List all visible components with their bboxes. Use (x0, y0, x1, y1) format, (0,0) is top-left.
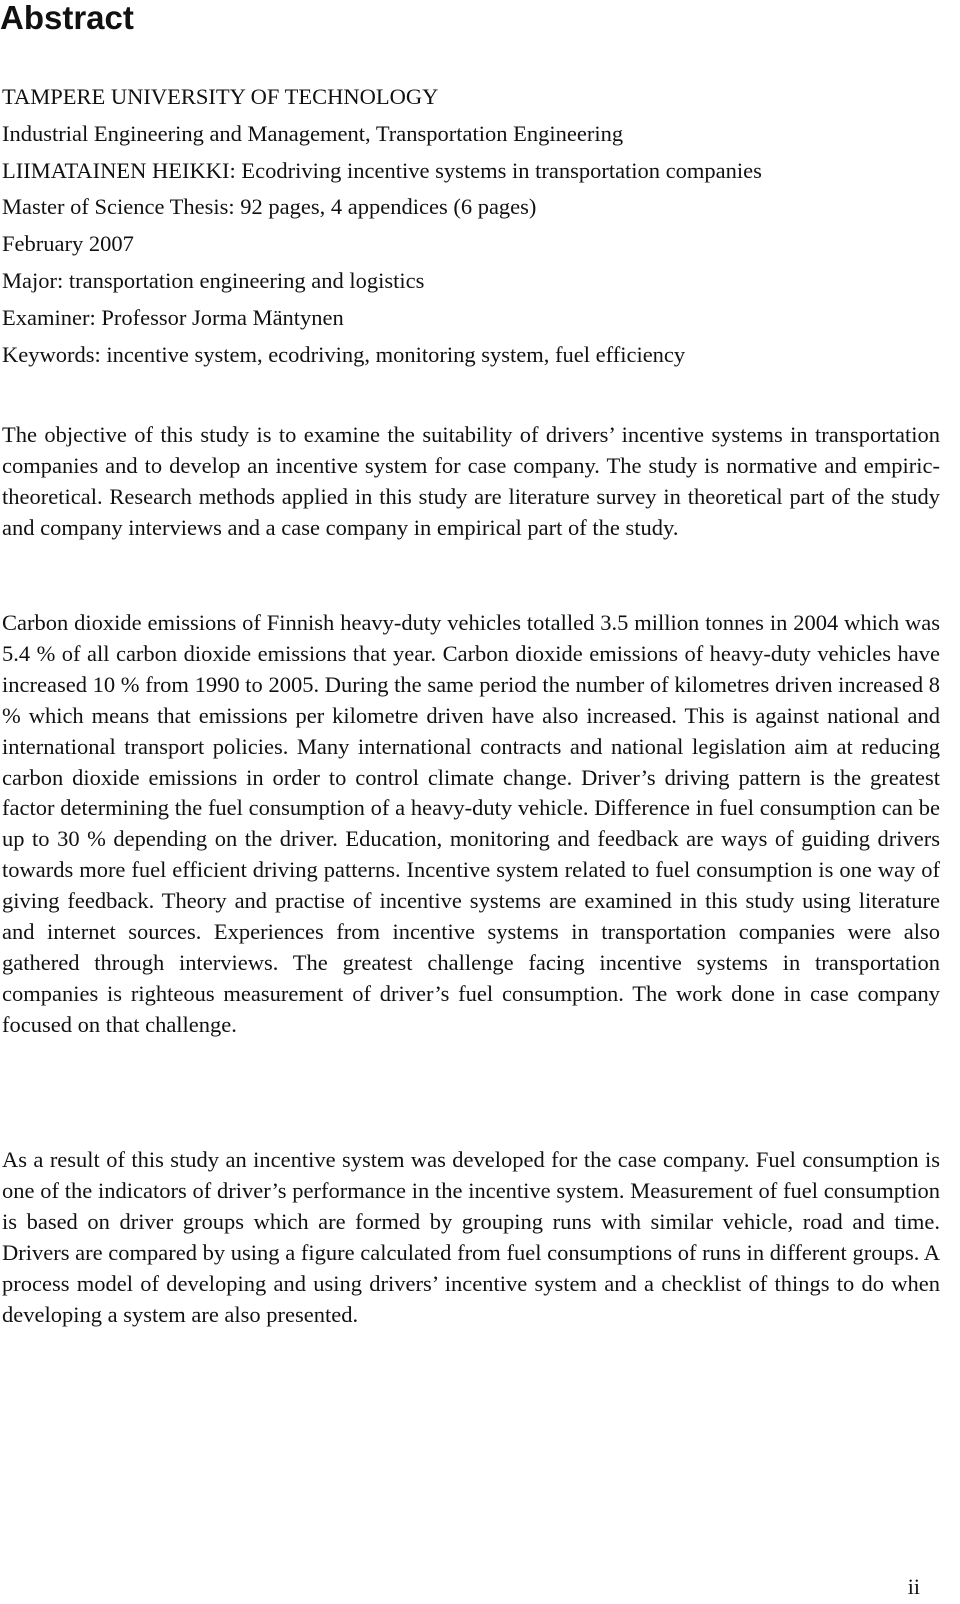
thesis-major: Major: transportation engineering and logistics (2, 267, 425, 293)
university-name: TAMPERE UNIVERSITY OF TECHNOLOGY (2, 84, 439, 109)
thesis-metadata (2, 79, 942, 373)
thesis-date: February 2007 (2, 231, 134, 257)
author-and-title: LIIMATAINEN HEIKKI: Ecodriving incentive systems in transportation companies (2, 157, 762, 183)
thesis-info: Master of Science Thesis: 92 pages, 4 appendices (6 pages) (2, 194, 537, 220)
abstract-paragraph-results: As a result of this study an incentive system was developed for the case company. Fuel consumption is one of the indicators of driver’s performance in the incentive system. Measurement of fuel consumption is based on driver groups which are formed by grouping runs with similar vehicle, road and time. Drivers are compared by using a figure calculated from fuel consumptions of runs in different groups. A process model of developing and using drivers’ incentive system and a checklist of things to do when developing a system are also presented. (2, 1147, 940, 1327)
abstract-paragraph-background: Carbon dioxide emissions of Finnish heavy-duty vehicles totalled 3.5 million tonnes in 2004 which was 5.4 % of all carbon dioxide emissions that year. Carbon dioxide emissions of heavy-duty vehicles have increased 10 % from 1990 to 2005. During the same period the number of kilometres driven increased 8 % which means that emissions per kilometre driven have also increased. This is against national and international transport policies. Many international contracts and national legislation aim at reducing carbon dioxide emissions in order to control climate change. Driver’s driving pattern is the greatest factor determining the fuel consumption of a heavy-duty vehicle. Difference in fuel consumption can be up to 30 % depending on the driver. Education, monitoring and feedback are ways of guiding drivers towards more fuel efficient driving patterns. Incentive system related to fuel consumption is one way of giving feedback. Theory and practise of incentive systems are examined in this study using literature and internet sources. Experiences from incentive systems in transportation companies were also gathered through interviews. The greatest challenge facing incentive systems in transportation companies is righteous measurement of driver’s fuel consumption. The work done in case company focused on that challenge. (2, 610, 940, 1037)
page-title: Abstract (0, 0, 134, 36)
thesis-examiner: Examiner: Professor Jorma Mäntynen (2, 304, 344, 330)
department-name: Industrial Engineering and Management, Transportation Engineering (2, 120, 624, 146)
page-number: ii (907, 1574, 920, 1599)
thesis-keywords: Keywords: incentive system, ecodriving, monitoring system, fuel efficiency (2, 341, 686, 367)
abstract-paragraph-objective: The objective of this study is to examine the suitability of drivers’ incentive systems in transportation companies and to develop an incentive system for case company. The study is normative and empiric-theoretical. Research methods applied in this study are literature survey in theoretical part of the study and company interviews and a case company in empirical part of the study. (2, 422, 940, 540)
